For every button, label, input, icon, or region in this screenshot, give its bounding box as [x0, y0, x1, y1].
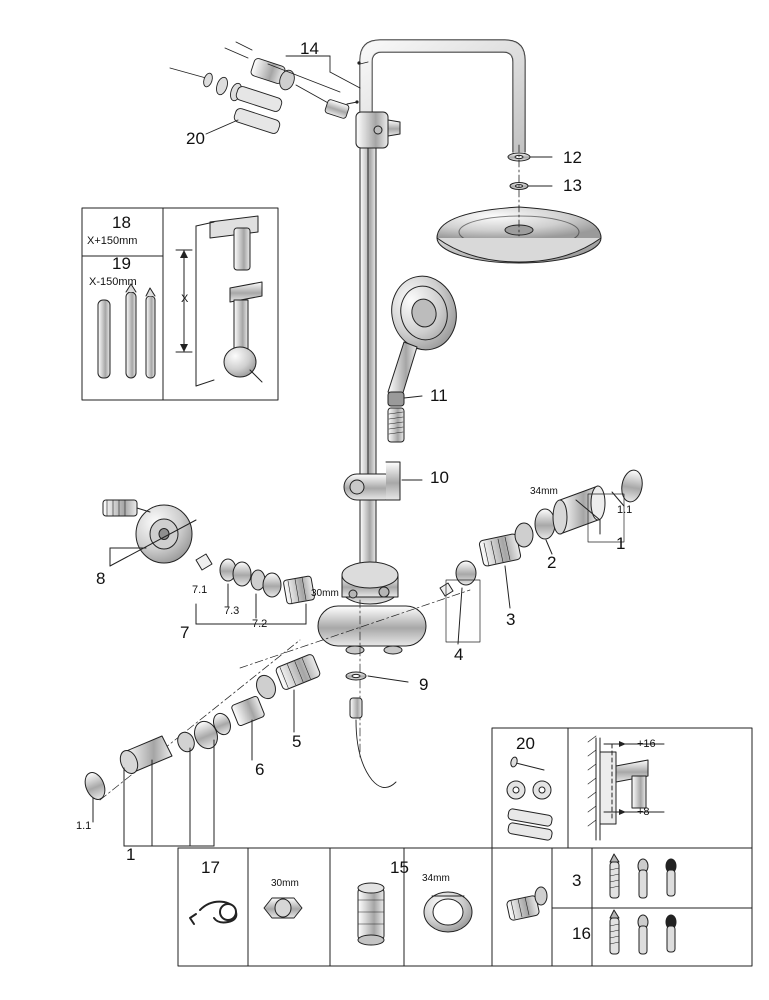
hand-shower — [384, 270, 463, 406]
size-34mm-upper: 34mm — [530, 486, 558, 497]
size-30mm-lower: 30mm — [271, 878, 299, 889]
callout-13: 13 — [563, 176, 582, 195]
callout-19-note: X-150mm — [89, 276, 137, 288]
bottom-strip — [178, 848, 752, 966]
callout-20-top: 20 — [186, 129, 205, 148]
callout-11: 11 — [430, 386, 448, 405]
callout-10: 10 — [430, 468, 449, 487]
callout-12: 12 — [563, 148, 582, 167]
shower-bar — [360, 148, 376, 478]
top-connector — [356, 112, 400, 148]
handle-assembly-8 — [103, 500, 192, 563]
callout-7-3: 7.3 — [224, 605, 240, 617]
top-leaders — [170, 39, 368, 135]
callout-14: 14 — [300, 39, 319, 58]
callout-15: 15 — [390, 858, 409, 877]
size-34mm-lower: 34mm — [422, 873, 450, 884]
callout-3: 3 — [506, 610, 516, 629]
size-30mm-upper: 30mm — [311, 588, 339, 599]
cartridge-parts-7 — [196, 554, 315, 604]
callout-2: 2 — [547, 553, 557, 572]
callout-16: 16 — [572, 924, 591, 943]
washer-9 — [346, 672, 366, 718]
callout-6: 6 — [255, 760, 265, 779]
callout-17: 17 — [201, 858, 220, 877]
callout-5: 5 — [292, 732, 302, 751]
callout-1-1-right: 1.1 — [617, 504, 633, 516]
mixer-body — [318, 562, 426, 654]
callout-7-1: 7.1 — [192, 584, 208, 596]
callout-18-note: X+150mm — [87, 235, 138, 247]
callout-7: 7 — [180, 623, 190, 642]
callout-4: 4 — [454, 645, 464, 664]
callout-1-right: 1 — [616, 534, 626, 553]
offset-plus-8: +8 — [637, 806, 650, 818]
callout-18: 18 — [112, 213, 131, 232]
callout-7-2: 7.2 — [252, 618, 268, 630]
callout-20-lower: 20 — [516, 734, 535, 753]
callout-19: 19 — [112, 254, 131, 273]
callout-8: 8 — [96, 569, 106, 588]
lower-left-assembly — [81, 653, 321, 802]
callout-9: 9 — [419, 675, 429, 694]
hose-connector-11 — [388, 408, 404, 442]
dimension-x-label: X — [181, 293, 189, 305]
callout-1-1-left: 1.1 — [76, 820, 92, 832]
callout-3-lower: 3 — [572, 871, 582, 890]
callout-1-left: 1 — [126, 845, 136, 864]
offset-plus-16: +16 — [637, 738, 656, 750]
